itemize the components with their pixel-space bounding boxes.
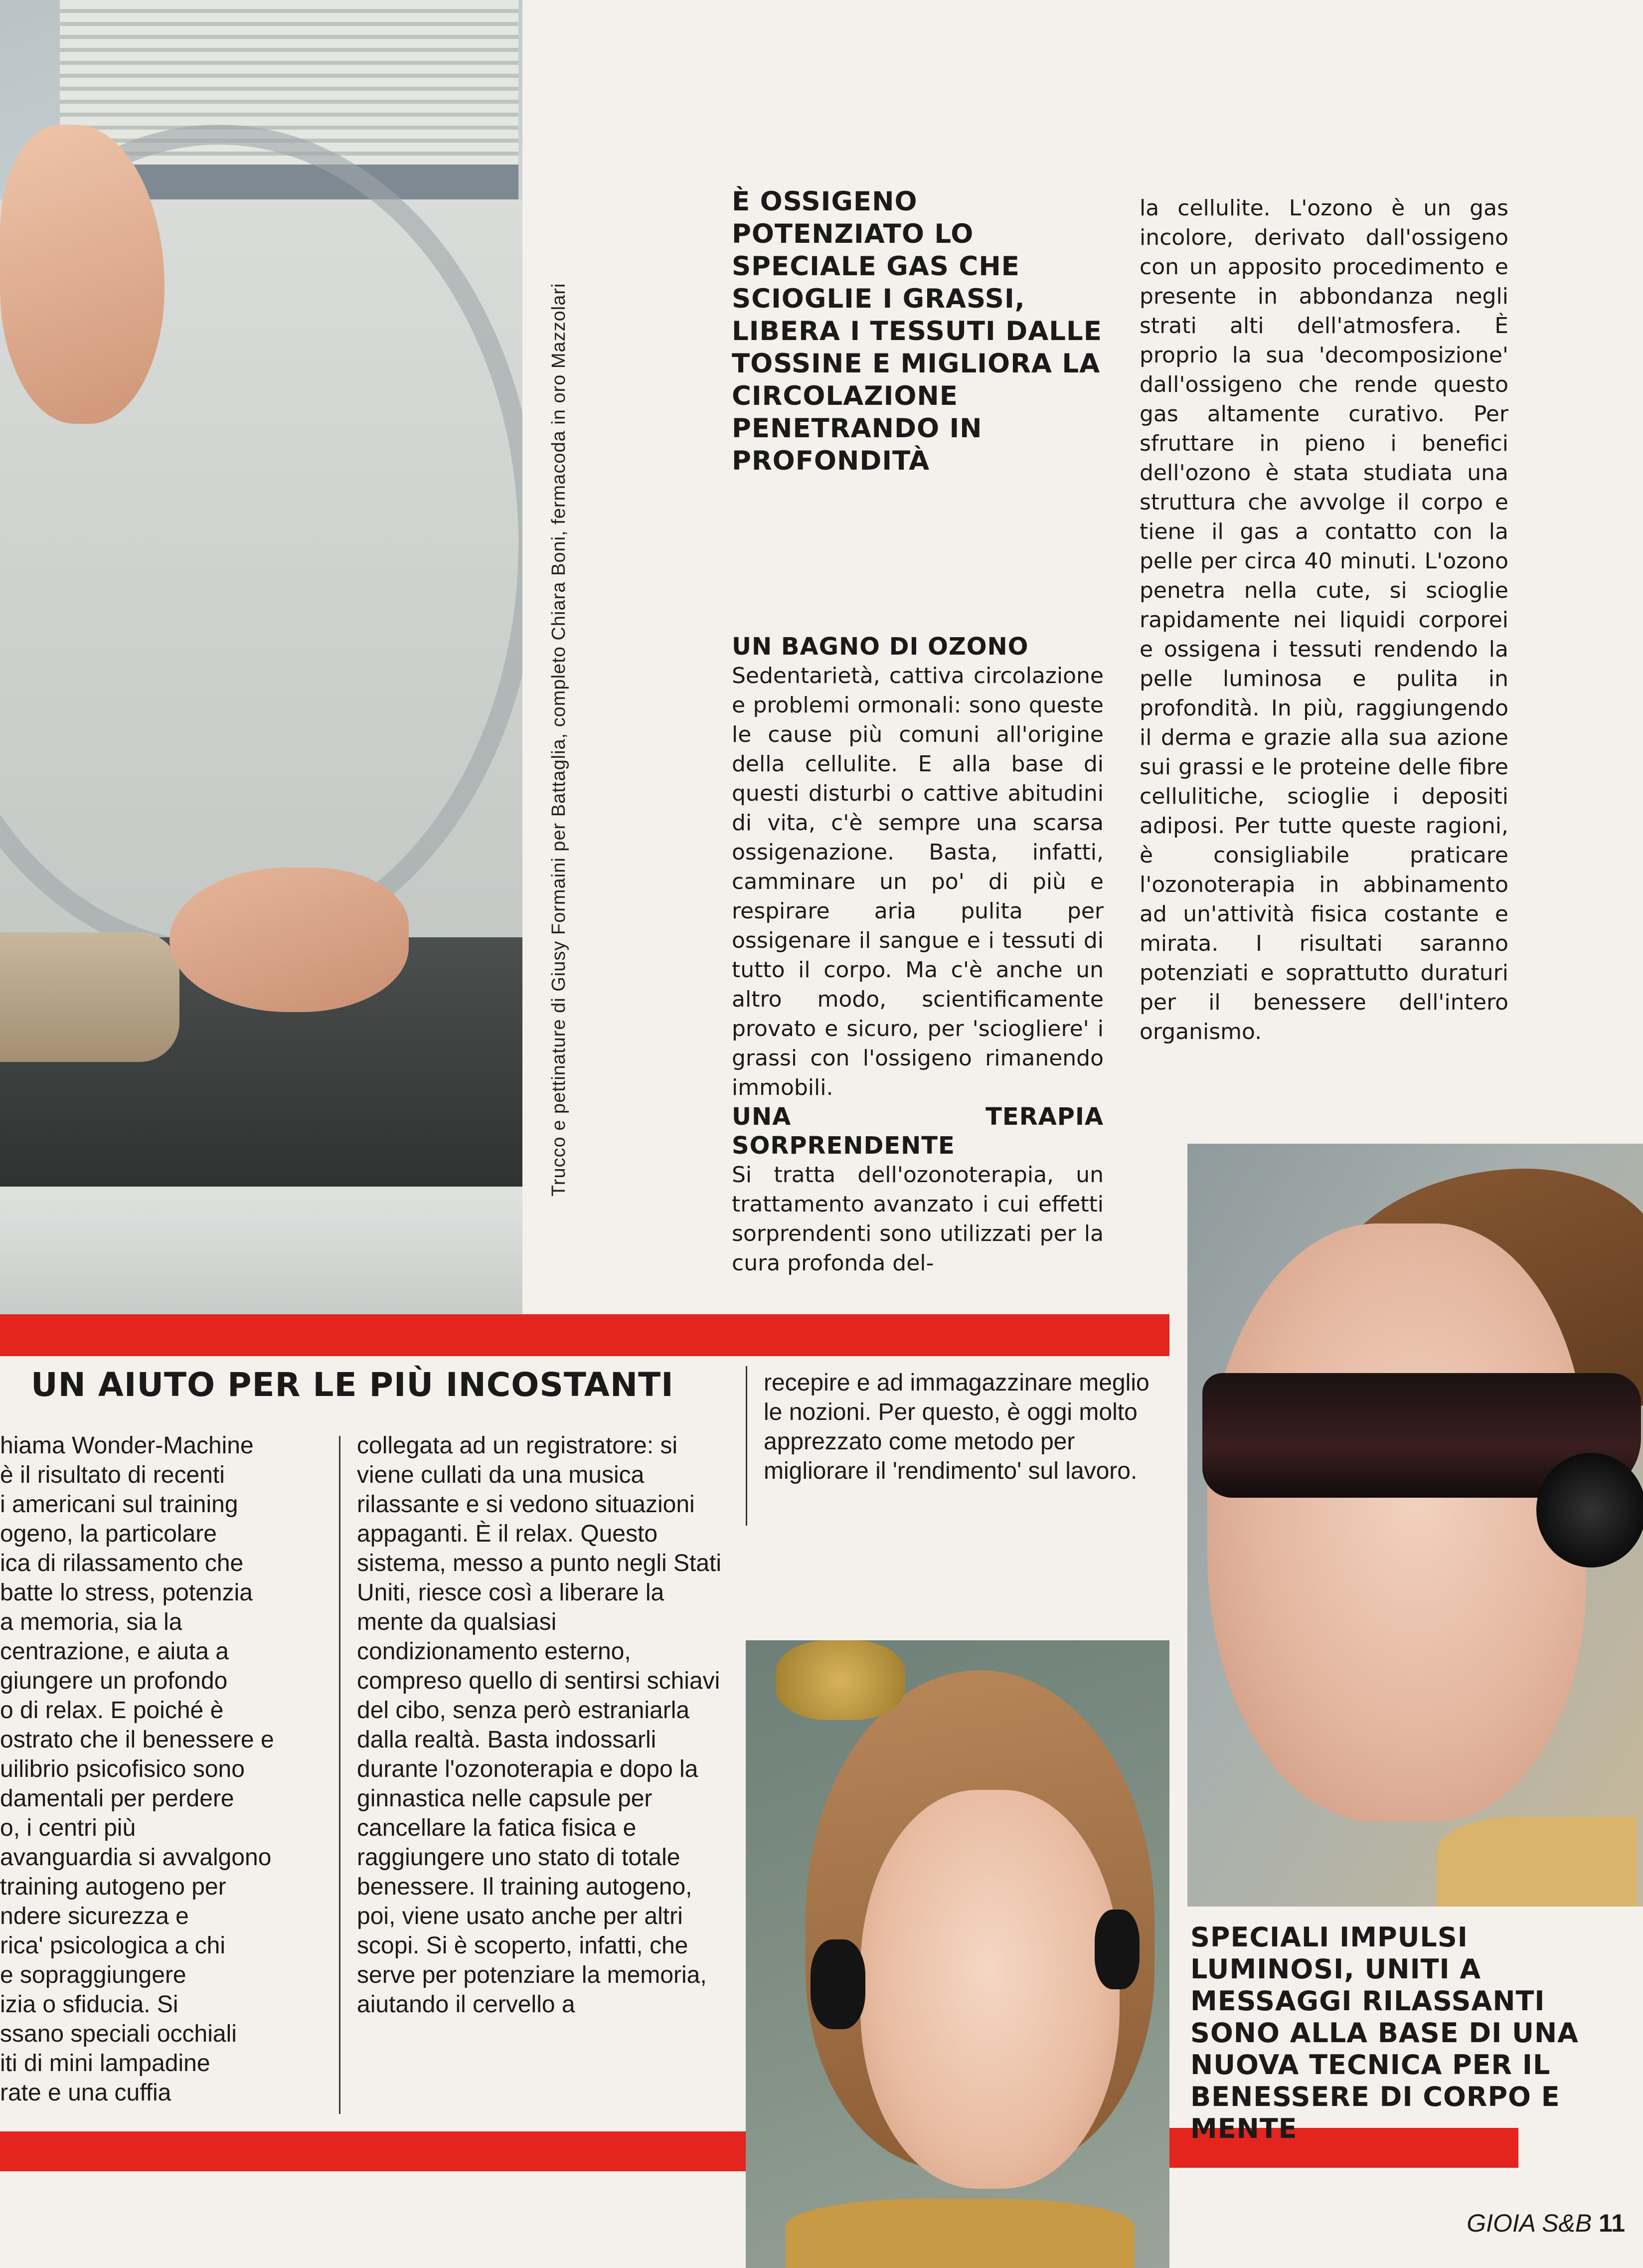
box-column-1-line: ostrato che il benessere e [0,1727,274,1753]
box-column-1-line: izia o sfiducia. Si [0,1991,178,2018]
box-column-1-line: rate e una cuffia [0,2080,171,2106]
page-number: 11 [1599,2209,1625,2237]
box-column-1-line: i americani sul training [0,1491,238,1518]
box-column-1-line: damentali per perdere [0,1785,234,1812]
box-column-1-line: centrazione, e aiuta a [0,1638,229,1665]
box-title: UN AIUTO PER LE PIÙ INCOSTANTI [31,1366,674,1404]
box-column-1-line: ndere sicurezza e [0,1903,189,1929]
box-column-1-line: a memoria, sia la [0,1609,182,1635]
box-column-1-line: o, i centri più [0,1815,136,1841]
woman-headphones-photo [746,1640,1169,2268]
red-divider-bar [0,1314,1169,1356]
box-column-3: recepire e ad immagazzinare meglio le nozioni. Per questo, è oggi molto apprezzato come metodo per migliorare il 'rendimento' sul lavoro. [764,1370,1150,1484]
woman-goggles-photo [1187,1144,1643,1907]
ozone-capsule-photo [0,0,522,1314]
box-column-1-line: giungere un profondo [0,1668,228,1694]
box-column-2: collegata ad un registratore: si viene cullati da una musica rilassante e si vedono situazioni appaganti. È il relax. Questo sistema, messo a punto negli Stati Uniti, riesce così a liberare la mente da qualsiasi condizionamento esterno, compreso quello di sentirsi schiavi del cibo, senza però estraniarla dalla realtà. Basta indossarli durante l'ozonoterapia e dopo la ginnastica nelle capsule per cancellare la fatica fisica e raggiungere uno stato di totale benessere. Il training autogeno, poi, viene usato anche per altri scopi. Si è scoperto, infatti, che serve per potenziare la memoria, aiutando il cervello a [357,1432,722,2018]
box-column-1-line: rica' psicologica a chi [0,1932,226,1959]
paragraph: la cellulite. L'ozono è un gas incolore, derivato dall'ossigeno con un apposito procedimento e presente in abbondanza negli strati alti dell'atmosfera. È proprio la sua 'decomposizione' dall'ossigeno che rende questo gas altamente curativo. Per sfruttare in pieno i benefici dell'ozono è stata studiata una struttura che avvolge il corpo e tiene il gas a contatto con la pelle per circa 40 minuti. L'ozono penetra nella cute, si scioglie rapidamente nei liquidi corporei e ossigena i tessuti rendendo la pelle luminosa e pulita in profondità. In più, raggiungendo il derma e grazie alla sua azione sui grassi e le proteine delle fibre cellulitiche, scioglie i depositi adiposi. Per tutte queste ragioni, è consigliabile praticare l'ozonoterapia in abbinamento ad un'attività fisica costante e mirata. I risultati saranno potenziati e soprattutto duraturi per il benessere dell'intero organismo. [1140,195,1508,1045]
box-column-1-line: batte lo stress, potenzia [0,1579,253,1606]
box-column-1-line: e sopraggiungere [0,1962,186,1988]
box-column-1-line: ogeno, la particolare [0,1521,217,1547]
article-lead: È OSSIGENO POTENZIATO LO SPECIALE GAS CHE SCIOGLIE I GRASSI, LIBERA I TESSUTI DALLE TOSSINE E MIGLIORA LA CIRCOLAZIONE PENETRANDO IN PROFONDITÀ [732,186,1102,476]
photo-credit: Trucco e pettinature di Giusy Formaini per Battaglia, completo Chiara Boni, fermacoda in oro Mazzolari [548,283,569,1197]
article-column-1 [732,632,1104,1278]
box-column-1-line: ssano speciali occhiali [0,2021,237,2047]
subheading-therapy: UNA TERAPIA SORPRENDENTE [732,1103,1104,1160]
box-column-1-line: uilibrio psicofisico sono [0,1756,245,1782]
red-divider-bar [0,2131,746,2171]
box-column-1 [0,1431,319,2107]
box-column-1-line: avanguardia si avvalgono [0,1844,272,1871]
column-rule [746,1366,747,1526]
box-column-1-line: è il risultato di recenti [0,1462,225,1488]
page-folio [1446,2209,1625,2238]
paragraph: Sedentarietà, cattiva circolazione e problemi ormonali: sono queste le cause più comuni all'origine della cellulite. E alla base di questi disturbi o cattive abitudini di vita, c'è sempre una scarsa ossigenazione. Basta, infatti, camminare un po' di più e respirare aria pulita per ossigenare il sangue e i tessuti di tutto il corpo. Ma c'è anche un altro modo, scientificamente provato e sicuro, per 'sciogliere' i grassi con l'ossigeno rimanendo immobili. [732,663,1104,1100]
article-column-2 [1140,193,1508,1047]
box-column-1-line: hiama Wonder-Machine [0,1432,254,1459]
subheading-ozone-bath: UN BAGNO DI OZONO [732,633,1029,661]
box-column-1-line: ica di rilassamento che [0,1550,244,1576]
box-column-1-line: training autogeno per [0,1874,226,1900]
paragraph: Si tratta dell'ozonoterapia, un trattamento avanzato i cui effetti sorprendenti sono utilizzati per la cura profonda del- [732,1162,1104,1276]
magazine-name: GIOIA S&B [1467,2209,1592,2237]
box-column-1-line: iti di mini lampadine [0,2050,210,2077]
box-column-1-line: o di relax. E poiché è [0,1697,224,1724]
photo-caption: SPECIALI IMPULSI LUMINOSI, UNITI A MESSAGGI RILASSANTI SONO ALLA BASE DI UNA NUOVA TECNICA PER IL BENESSERE DI CORPO E MENTE [1190,1921,1579,2144]
column-rule [339,1436,340,2114]
